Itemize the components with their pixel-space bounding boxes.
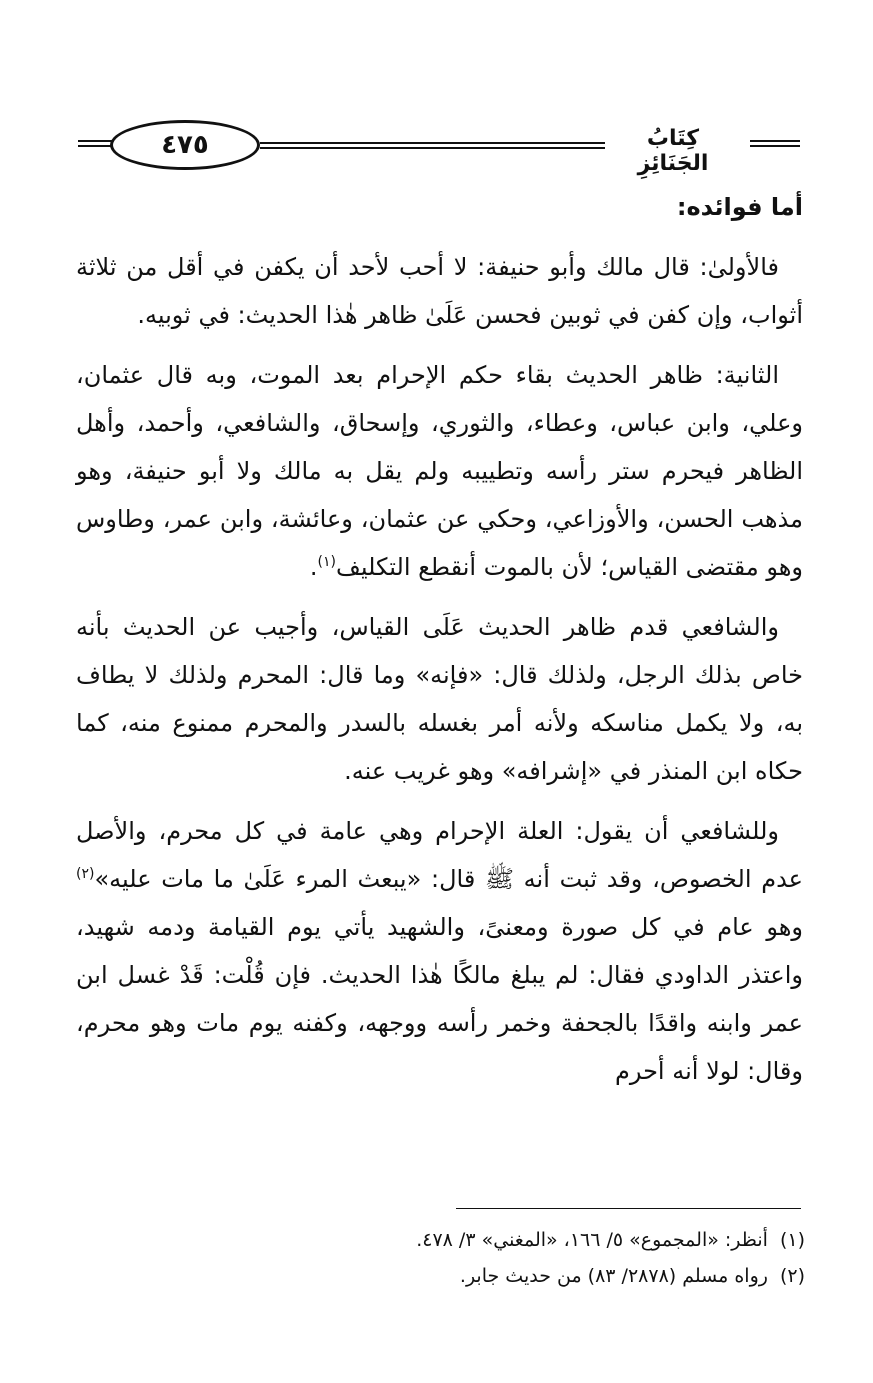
- paragraph-shafii-view: والشافعي قدم ظاهر الحديث عَلَى القياس، وأجيب عن الحديث بأنه خاص بذلك الرجل، ولذلك قال: «فإنه» وما قال: المحرم ولذلك لا يطاف به، ولا يكمل مناسكه ولأنه أمر بغسله بالسدر والمحرم ممنوع منه، كما حكاه ابن المنذر في «إشرافه» وهو غريب عنه.: [76, 613, 803, 785]
- header-rule-middle: [260, 142, 605, 152]
- paragraph-text: وللشافعي أن يقول: العلة الإحرام وهي عامة في كل محرم، والأصل عدم الخصوص، وقد ثبت أنه ﷺ قال: «يبعث المرء عَلَىٰ ما مات عليه»: [76, 817, 803, 893]
- end-period: .: [309, 553, 318, 581]
- footnote-separator: [456, 1208, 801, 1209]
- footnote-marker-1: (١): [317, 554, 336, 570]
- page-header: [78, 118, 800, 174]
- footnote-number: (٢): [779, 1265, 805, 1287]
- footnote-text: أنظر: «المجموع» ٥/ ١٦٦، «المغني» ٣/ ٤٧٨.: [416, 1229, 768, 1251]
- footnote-2: [300, 1258, 805, 1294]
- paragraph-text: الثانية: ظاهر الحديث بقاء حكم الإحرام بعد الموت، وبه قال عثمان، وعلي، وابن عباس، وعطاء، والثوري، وإسحاق، والشافعي، وأحمد، وأهل الظاهر فيحرم ستر رأسه وتطييبه ولم يقل به مالك ولا أبو حنيفة، وهو مذهب الحسن، والأوزاعي، وحكي عن عثمان، وعائشة، وابن عمر، وطاوس وهو مقتضى القياس؛ لأن بالموت أنقطع التكليف: [76, 361, 803, 581]
- footnote-marker-2: (٢): [76, 866, 95, 882]
- paragraph-text-continued: وهو عام في كل صورة ومعنىً، والشهيد يأتي يوم القيامة ودمه شهيد، واعتذر الداودي فقال: لم يبلغ مالكًا هٰذا الحديث. فإن قُلْت: قَدْ غسل ابن عمر وابنه واقدًا بالجحفة وخمر رأسه ووجهه، وكفنه يوم مات وهو محرم، وقال: لولا أنه أحرم: [76, 913, 803, 1085]
- footnotes: [300, 1222, 805, 1294]
- page-number: ٤٧٥: [110, 120, 260, 170]
- paragraph-first-benefit: فالأولىٰ: قال مالك وأبو حنيفة: لا أحب لأحد أن يكفن في أقل من ثلاثة أثواب، وإن كفن في ثوبين فحسن عَلَىٰ ظاهر هٰذا الحديث: في ثوبيه.: [76, 253, 803, 329]
- paragraph-shafii-argument: [76, 807, 803, 1095]
- section-heading: أما فوائده:: [676, 193, 803, 221]
- header-rule-right: [750, 140, 800, 154]
- footnote-1: [300, 1222, 805, 1258]
- main-text: [76, 183, 803, 1107]
- book-title: كِتَابُ الجَنَائِزِ: [637, 126, 709, 176]
- paragraph-second-benefit: [76, 351, 803, 591]
- footnote-text: رواه مسلم (٢٨٧٨/ ٨٣) من حديث جابر.: [459, 1265, 768, 1287]
- footnote-number: (١): [779, 1229, 805, 1251]
